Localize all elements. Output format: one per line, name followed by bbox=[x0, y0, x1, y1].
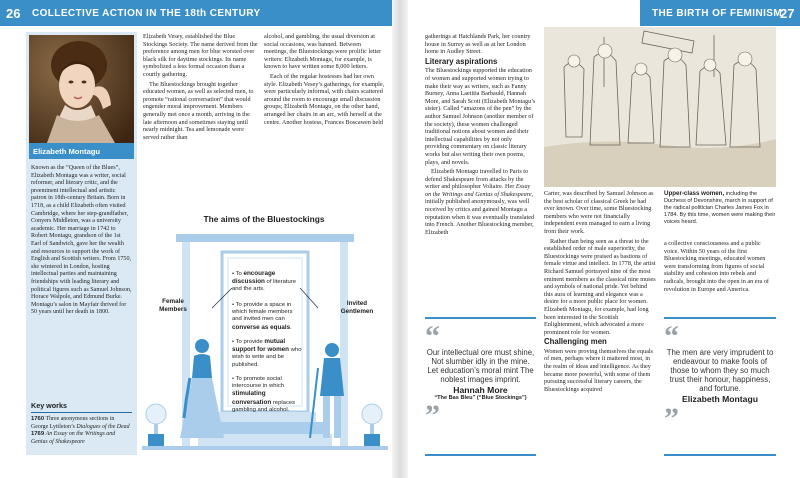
paragraph: The Bluestockings supported the education of women and supported women trying to make their way as writers, such as Fanny Burney, Anna Laetitia Barbauld, Hannah More, and Sarah Scott (Elizabeth Montagu’s sister). Called “amazons of the pen” by the author Samuel Johnson (another member of the society), these women challenged traditional notions about women and their intellectual capabilities by not only providing commentary on classic literary works but also writing their own poems, plays, and novels. bbox=[425, 67, 536, 166]
portrait-image bbox=[29, 35, 134, 143]
column-6 bbox=[664, 240, 776, 295]
caption-text: including the Duchess of Devonshire, march in support of the radical politician Charles James Fox in 1784. By this time, women were making their voices heard. bbox=[664, 191, 776, 225]
aim-3: • To provide mutual support for women who wish to write and be published. bbox=[232, 338, 302, 368]
quote1-rule-bottom bbox=[425, 454, 536, 456]
book-title: Essay on the Writings and Genius of Shakespeare bbox=[425, 183, 532, 198]
paragraph: Elizabeth Vesey, established the Blue Stockings Society. The name derived from the preference among men for blue worsted over black silk for daytime stockings. Its name symbolized a less formal occasion than a courtly gathering. bbox=[143, 33, 258, 78]
aim-text: To provide bbox=[235, 339, 265, 345]
subheading: Challenging men bbox=[544, 337, 607, 347]
aim-text: who wish to write and be published. bbox=[232, 347, 302, 368]
column-3 bbox=[264, 33, 386, 128]
aim-4: • To promote social intercourse in which stimulating conversation replaces gambling and alcohol. bbox=[232, 376, 296, 413]
paragraph: Rather than being seen as a threat to the established order of male superiority, the Bluestockings were praised as bastions of female virtue and intellect. In 1778, the artist Richard Samuel portrayed nine of the most eminent members as the classical nine muses and symbols of national pride. Yet behind this aura of learning and elegance was a desire for a more public place for women. Elizabeth Montagu, for example, had long been interested in the Scottish Enlightenment, which advocated a more prominent role for women. bbox=[544, 237, 656, 336]
text-run: , initially published anonymously, was well received by critics and gained Montagu a reputation when it was eventually translated into French. Another Bluestocking member, Elizabeth bbox=[425, 190, 535, 236]
key-work-title: An Essay on the Writings and Genius of Shakespeare bbox=[31, 431, 116, 445]
cartoon-illustration bbox=[544, 27, 776, 187]
quote-text: Our intellectual ore must shine, Not slumber idly in the mine. Let education’s moral mint The noblest images imprint. bbox=[426, 348, 535, 384]
quote2-rule-bottom bbox=[664, 454, 776, 456]
aim-emphasis: encourage discussion bbox=[232, 270, 276, 286]
key-work-title: Dialogues of the Dead bbox=[76, 423, 130, 430]
paragraph: Carter, was described by Samuel Johnson as the best scholar of classical Greek he had ever known. Over time, some Bluestocking members who were not financially independent even managed to earn a living from their work. bbox=[544, 190, 654, 235]
subheading: Literary aspirations bbox=[425, 56, 498, 66]
paragraph: alcohol, and gambling, the usual diversion at social occasions, was banned. Between meetings, the Bluestockings were prolific letter writers: Elizabeth Montagu, for example, is known to have written some 8,000 letters. bbox=[264, 33, 382, 71]
column-5 bbox=[544, 190, 656, 395]
text-run: Elizabeth Montagu travelled to Paris to defend Shakespeare from attacks by the writer and philosopher Voltaire. Her bbox=[425, 168, 529, 191]
aim-text: To promote social intercourse in which bbox=[232, 376, 285, 390]
aim-2: • To provide a space in which female members and invited men can converse as equals. bbox=[232, 302, 293, 331]
paragraph: The Bluestockings brought together educated women, as well as selected men, to promote “rational conversation” that would engender moral improvement. Members generally met once a month, arriving in the late afternoon and sometimes staying until nearly midnight. Tea and lemonade were served rather than bbox=[143, 80, 254, 141]
key-works-title: Key works bbox=[31, 401, 132, 413]
left-header bbox=[0, 0, 392, 26]
right-page-number: 27 bbox=[780, 6, 795, 21]
left-page-number: 26 bbox=[6, 6, 21, 21]
left-page bbox=[0, 0, 392, 478]
montagu-portrait bbox=[29, 35, 134, 143]
column-2 bbox=[143, 33, 260, 143]
biography-sidebar bbox=[26, 32, 137, 455]
illustration-caption bbox=[664, 190, 776, 226]
caption-lead: Upper-class women, bbox=[664, 190, 725, 197]
aim-text: To provide a space in which female members and invited men can bbox=[232, 302, 293, 323]
hannah-more-quote bbox=[425, 320, 536, 432]
paragraph: a collective consciousness and a public voice. Within 50 years of the first Bluestocking meetings, educated women were transforming from figures of social stability and cohesion into rebels and radicals, brought into the open in an era of revolution in Europe and America. bbox=[664, 240, 769, 293]
sidebar-bio: Known as the “Queen of the Blues”, Elizabeth Montagu was a writer, social reformer, and literary critic, and the preeminent intellectual and artistic patron in 18th-century Britain. Born in 1718, as a child Elizabeth often visited Cambridge, where her step-grandfather, Conyers Middleton, was a university academic. Her marriage in 1742 to Robert Montagu, grandson of the 1st Earl of Sandwich, gave her the wealth and resources to support the work of English and Scottish writers. From 1750, she wintered in London, hosting intellectual parties and maintaining friendships with leading literary and political figures such as Samuel Johnson, Horace Walpole, and Edmund Burke. Montagu’s salon in Mayfair thrived for 50 years until her death in 1800. bbox=[31, 165, 132, 316]
female-members-label: Female Members bbox=[159, 298, 187, 313]
open-quote-icon: “ bbox=[664, 320, 679, 353]
invited-gentlemen-label: Invited Gentlemen bbox=[340, 300, 374, 315]
aim-text: To bbox=[235, 271, 244, 277]
left-header-title: COLLECTIVE ACTION IN THE 18th CENTURY bbox=[32, 8, 261, 19]
quote1-rule-top bbox=[425, 317, 536, 319]
aim-emphasis: converse as equals bbox=[232, 323, 291, 331]
quote-source: “The Bas Bleu” (“Blue Stockings”) bbox=[434, 395, 527, 401]
key-work-text: Three anonymous sections in George Lyttleton’s bbox=[31, 416, 115, 430]
quote-text: The men are very imprudent to endeavour to make fools of those to whom they so much trust their honour, happiness, and fortune. bbox=[666, 348, 774, 393]
right-header-title: THE BIRTH OF FEMINISM bbox=[652, 8, 783, 19]
key-work-year: 1760 bbox=[31, 416, 45, 422]
key-work-item bbox=[31, 431, 132, 446]
paragraph: Women were proving themselves the equals of men, perhaps where it mattered most, in the realm of ideas and intelligence. As they became more powerful, with some of them pursuing successful literary careers, the Bluestockings acquired bbox=[544, 347, 653, 393]
aim-emphasis: mutual support for women bbox=[232, 338, 290, 354]
aim-text: of literature and the arts. bbox=[232, 279, 297, 293]
aim-emphasis: stimulating conversation bbox=[232, 390, 272, 406]
quote2-rule-top bbox=[664, 317, 776, 319]
diagram-title: The aims of the Bluestockings bbox=[203, 214, 325, 224]
quote-author: Hannah More bbox=[453, 385, 508, 395]
open-quote-icon: “ bbox=[425, 320, 440, 353]
close-quote-icon: ” bbox=[664, 402, 679, 435]
book-gutter bbox=[392, 0, 408, 478]
aim-text: replaces gambling and alcohol. bbox=[232, 399, 296, 413]
aim-1: • To encourage discussion of literature and the arts. bbox=[232, 270, 297, 293]
sidebar-title: Elizabeth Montagu bbox=[29, 143, 134, 159]
procession-engraving bbox=[544, 27, 776, 187]
key-work-item bbox=[31, 416, 132, 431]
aim-text: . bbox=[290, 324, 292, 331]
elizabeth-montagu-quote bbox=[664, 320, 776, 435]
bluestockings-aims-diagram bbox=[142, 228, 388, 458]
paragraph: Each of the regular hostesses had her own style. Elizabeth Vesey’s gatherings, for example, were particularly informal, with chairs scattered around the room to encourage small discussion groups; Elizabeth Montagu, on the other hand, arranged her chairs in an arc, with herself at the centre. Another hostess, Frances Boscawen held bbox=[264, 72, 385, 126]
key-works-list bbox=[31, 416, 132, 446]
paragraph bbox=[425, 168, 536, 236]
quote-author: Elizabeth Montagu bbox=[682, 394, 758, 404]
column-4 bbox=[425, 33, 536, 238]
close-quote-icon: ” bbox=[425, 399, 440, 432]
key-work-year: 1769 bbox=[31, 431, 45, 438]
paragraph: gatherings at Hatchlands Park, her country house in Surrey as well as at her London home in Audley Street. bbox=[425, 33, 531, 56]
right-header bbox=[640, 0, 800, 26]
